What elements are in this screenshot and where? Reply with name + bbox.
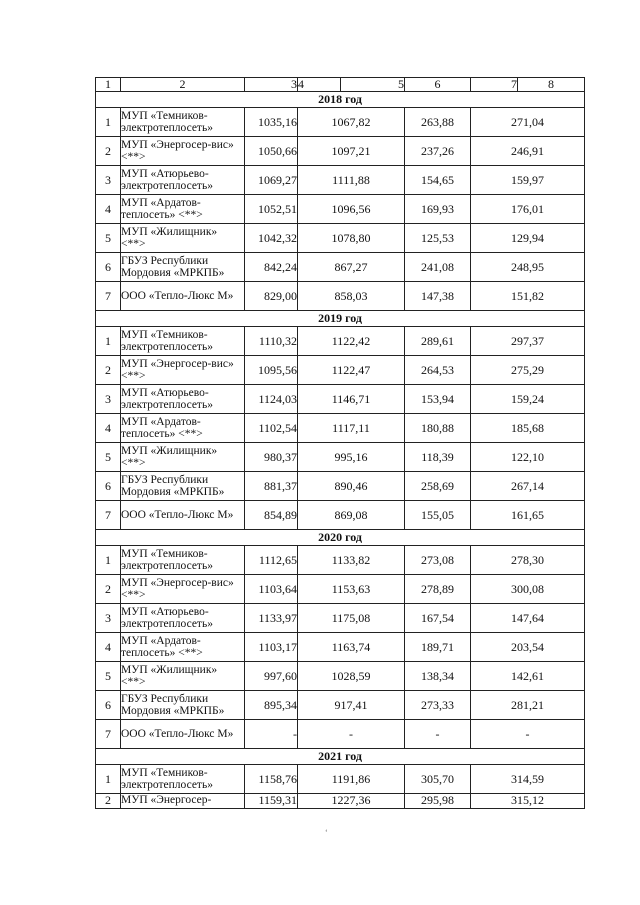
table-row — [96, 224, 585, 253]
value-col-4-5: 1117,11 — [298, 414, 405, 443]
header-cell: 2 — [121, 78, 245, 92]
table-row — [96, 327, 585, 356]
row-number: 1 — [96, 327, 121, 356]
row-number: 2 — [96, 575, 121, 604]
row-number: 2 — [96, 356, 121, 385]
value-col-3: 842,24 — [245, 253, 298, 282]
row-number: 4 — [96, 414, 121, 443]
row-number: 5 — [96, 224, 121, 253]
row-number: 1 — [96, 108, 121, 137]
value-col-3: 997,60 — [245, 662, 298, 691]
row-number: 2 — [96, 137, 121, 166]
value-col-4-5: 1227,36 — [298, 794, 405, 809]
organization-name: ГБУЗ Республики Мордовия «МРКПБ» — [121, 472, 245, 501]
organization-name: МУП «Ардатов-теплосеть» <**> — [121, 414, 245, 443]
value-col-7-8: 267,14 — [471, 472, 585, 501]
table-row — [96, 501, 585, 530]
value-col-6: 169,93 — [405, 195, 471, 224]
value-col-3: 829,00 — [245, 282, 298, 311]
header-cell: 6 — [405, 78, 471, 92]
row-number: 1 — [96, 765, 121, 794]
value-col-6: 138,34 — [405, 662, 471, 691]
value-col-3: 881,37 — [245, 472, 298, 501]
value-col-6: 264,53 — [405, 356, 471, 385]
value-col-3: 854,89 — [245, 501, 298, 530]
table-row — [96, 166, 585, 195]
value-col-3: 1133,97 — [245, 604, 298, 633]
value-col-3: 1124,03 — [245, 385, 298, 414]
value-col-4-5: 858,03 — [298, 282, 405, 311]
tariff-table — [95, 77, 585, 809]
value-col-6: 189,71 — [405, 633, 471, 662]
organization-name: МУП «Темников-электротеплосеть» — [121, 327, 245, 356]
value-col-3: 1042,32 — [245, 224, 298, 253]
value-col-3: 1035,16 — [245, 108, 298, 137]
value-col-7-8: 281,21 — [471, 691, 585, 720]
table-row — [96, 546, 585, 575]
row-number: 3 — [96, 604, 121, 633]
value-col-7-8: 248,95 — [471, 253, 585, 282]
organization-name: МУП «Атюрьево-электротеплосеть» — [121, 385, 245, 414]
value-col-4-5: 1078,80 — [298, 224, 405, 253]
organization-name: ООО «Тепло-Люкс М» — [121, 501, 245, 530]
row-number: 3 — [96, 385, 121, 414]
organization-name: МУП «Энергосер- — [121, 794, 245, 809]
value-col-6: 153,94 — [405, 385, 471, 414]
value-col-6: 147,38 — [405, 282, 471, 311]
table-row — [96, 108, 585, 137]
value-col-4-5: - — [298, 720, 405, 749]
table-row — [96, 633, 585, 662]
value-col-3: 1069,27 — [245, 166, 298, 195]
table-row — [96, 414, 585, 443]
value-col-4-5: 1067,82 — [298, 108, 405, 137]
value-col-3: 1102,54 — [245, 414, 298, 443]
value-col-7-8: 300,08 — [471, 575, 585, 604]
organization-name: МУП «Жилищник» <**> — [121, 662, 245, 691]
row-number: 1 — [96, 546, 121, 575]
table-row — [96, 137, 585, 166]
organization-name: ГБУЗ Республики Мордовия «МРКПБ» — [121, 691, 245, 720]
year-title: 2019 год — [96, 311, 585, 327]
value-col-7-8: 246,91 — [471, 137, 585, 166]
value-col-6: 180,88 — [405, 414, 471, 443]
value-col-7-8: 142,61 — [471, 662, 585, 691]
value-col-7-8: 275,29 — [471, 356, 585, 385]
table-row — [96, 794, 585, 809]
value-col-7-8: 151,82 — [471, 282, 585, 311]
value-col-4-5: 1163,74 — [298, 633, 405, 662]
row-number: 7 — [96, 720, 121, 749]
value-col-6: 258,69 — [405, 472, 471, 501]
value-col-6: 125,53 — [405, 224, 471, 253]
table-row — [96, 662, 585, 691]
value-col-6: 263,88 — [405, 108, 471, 137]
table-row — [96, 282, 585, 311]
value-col-4-5: 917,41 — [298, 691, 405, 720]
value-col-6: 278,89 — [405, 575, 471, 604]
row-number: 3 — [96, 166, 121, 195]
year-section-row — [96, 749, 585, 765]
table-row — [96, 356, 585, 385]
row-number: 5 — [96, 443, 121, 472]
organization-name: МУП «Жилищник» <**> — [121, 443, 245, 472]
table-row — [96, 385, 585, 414]
table-row — [96, 195, 585, 224]
value-col-3: 1112,65 — [245, 546, 298, 575]
value-col-4-5: 1096,56 — [298, 195, 405, 224]
year-section-row — [96, 530, 585, 546]
value-col-6: 118,39 — [405, 443, 471, 472]
organization-name: МУП «Темников-электротеплосеть» — [121, 108, 245, 137]
row-number: 5 — [96, 662, 121, 691]
value-col-4-5: 995,16 — [298, 443, 405, 472]
value-col-6: - — [405, 720, 471, 749]
value-col-7-8: 297,37 — [471, 327, 585, 356]
value-col-3: 1095,56 — [245, 356, 298, 385]
value-col-6: 155,05 — [405, 501, 471, 530]
year-title: 2021 год — [96, 749, 585, 765]
value-col-7-8: 147,64 — [471, 604, 585, 633]
value-col-7-8: 271,04 — [471, 108, 585, 137]
organization-name: МУП «Атюрьево-электротеплосеть» — [121, 604, 245, 633]
value-col-4-5: 1133,82 — [298, 546, 405, 575]
value-col-6: 295,98 — [405, 794, 471, 809]
value-col-7-8: 185,68 — [471, 414, 585, 443]
value-col-7-8: 129,94 — [471, 224, 585, 253]
organization-name: МУП «Темников-электротеплосеть» — [121, 546, 245, 575]
value-col-4-5: 890,46 — [298, 472, 405, 501]
value-col-3: 895,34 — [245, 691, 298, 720]
organization-name: ООО «Тепло-Люкс М» — [121, 720, 245, 749]
value-col-3: 1052,51 — [245, 195, 298, 224]
value-col-7-8: 161,65 — [471, 501, 585, 530]
value-col-4-5: 1146,71 — [298, 385, 405, 414]
value-col-7-8: 159,24 — [471, 385, 585, 414]
row-number: 6 — [96, 691, 121, 720]
value-col-7-8: 278,30 — [471, 546, 585, 575]
year-title: 2020 год — [96, 530, 585, 546]
value-col-6: 241,08 — [405, 253, 471, 282]
table-row — [96, 765, 585, 794]
organization-name: МУП «Энергосер-вис» <**> — [121, 575, 245, 604]
row-number: 4 — [96, 195, 121, 224]
value-col-7-8: 203,54 — [471, 633, 585, 662]
value-col-7-8: 315,12 — [471, 794, 585, 809]
row-number: 7 — [96, 501, 121, 530]
table-row — [96, 443, 585, 472]
value-col-7-8: - — [471, 720, 585, 749]
value-col-6: 154,65 — [405, 166, 471, 195]
value-col-4-5: 1111,88 — [298, 166, 405, 195]
value-col-6: 273,33 — [405, 691, 471, 720]
value-col-6: 305,70 — [405, 765, 471, 794]
value-col-3: 1110,32 — [245, 327, 298, 356]
organization-name: МУП «Темников-электротеплосеть» — [121, 765, 245, 794]
value-col-6: 289,61 — [405, 327, 471, 356]
value-col-4-5: 1028,59 — [298, 662, 405, 691]
header-cell: 4 — [298, 78, 341, 92]
year-section-row — [96, 92, 585, 108]
year-title: 2018 год — [96, 92, 585, 108]
organization-name: ООО «Тепло-Люкс М» — [121, 282, 245, 311]
table-row — [96, 472, 585, 501]
organization-name: МУП «Ардатов-теплосеть» <**> — [121, 195, 245, 224]
value-col-7-8: 314,59 — [471, 765, 585, 794]
organization-name: МУП «Ардатов-теплосеть» <**> — [121, 633, 245, 662]
value-col-3: 1159,31 — [245, 794, 298, 809]
value-col-3: 1103,17 — [245, 633, 298, 662]
row-number: 7 — [96, 282, 121, 311]
table-row — [96, 720, 585, 749]
organization-name: МУП «Энергосер-вис» <**> — [121, 137, 245, 166]
year-section-row — [96, 311, 585, 327]
value-col-4-5: 869,08 — [298, 501, 405, 530]
header-cell: 7 — [471, 78, 518, 92]
table-row — [96, 253, 585, 282]
organization-name: ГБУЗ Республики Мордовия «МРКПБ» — [121, 253, 245, 282]
value-col-7-8: 122,10 — [471, 443, 585, 472]
value-col-4-5: 1191,86 — [298, 765, 405, 794]
value-col-3: - — [245, 720, 298, 749]
row-number: 6 — [96, 472, 121, 501]
value-col-7-8: 159,97 — [471, 166, 585, 195]
value-col-4-5: 1175,08 — [298, 604, 405, 633]
header-cell: 5 — [341, 78, 405, 92]
value-col-3: 980,37 — [245, 443, 298, 472]
header-cell: 8 — [518, 78, 585, 92]
organization-name: МУП «Энергосер-вис» <**> — [121, 356, 245, 385]
header-cell: 3 — [245, 78, 298, 92]
value-col-6: 167,54 — [405, 604, 471, 633]
scan-mark: ‘ — [325, 828, 328, 837]
organization-name: МУП «Атюрьево-электротеплосеть» — [121, 166, 245, 195]
table-row — [96, 691, 585, 720]
value-col-4-5: 867,27 — [298, 253, 405, 282]
row-number: 4 — [96, 633, 121, 662]
row-number: 2 — [96, 794, 121, 809]
value-col-7-8: 176,01 — [471, 195, 585, 224]
value-col-4-5: 1153,63 — [298, 575, 405, 604]
row-number: 6 — [96, 253, 121, 282]
header-cell: 1 — [96, 78, 121, 92]
value-col-6: 273,08 — [405, 546, 471, 575]
value-col-3: 1158,76 — [245, 765, 298, 794]
value-col-4-5: 1122,42 — [298, 327, 405, 356]
table-row — [96, 604, 585, 633]
value-col-3: 1103,64 — [245, 575, 298, 604]
organization-name: МУП «Жилищник» <**> — [121, 224, 245, 253]
table-row — [96, 575, 585, 604]
value-col-6: 237,26 — [405, 137, 471, 166]
column-number-header — [96, 78, 585, 92]
value-col-4-5: 1122,47 — [298, 356, 405, 385]
value-col-3: 1050,66 — [245, 137, 298, 166]
value-col-4-5: 1097,21 — [298, 137, 405, 166]
